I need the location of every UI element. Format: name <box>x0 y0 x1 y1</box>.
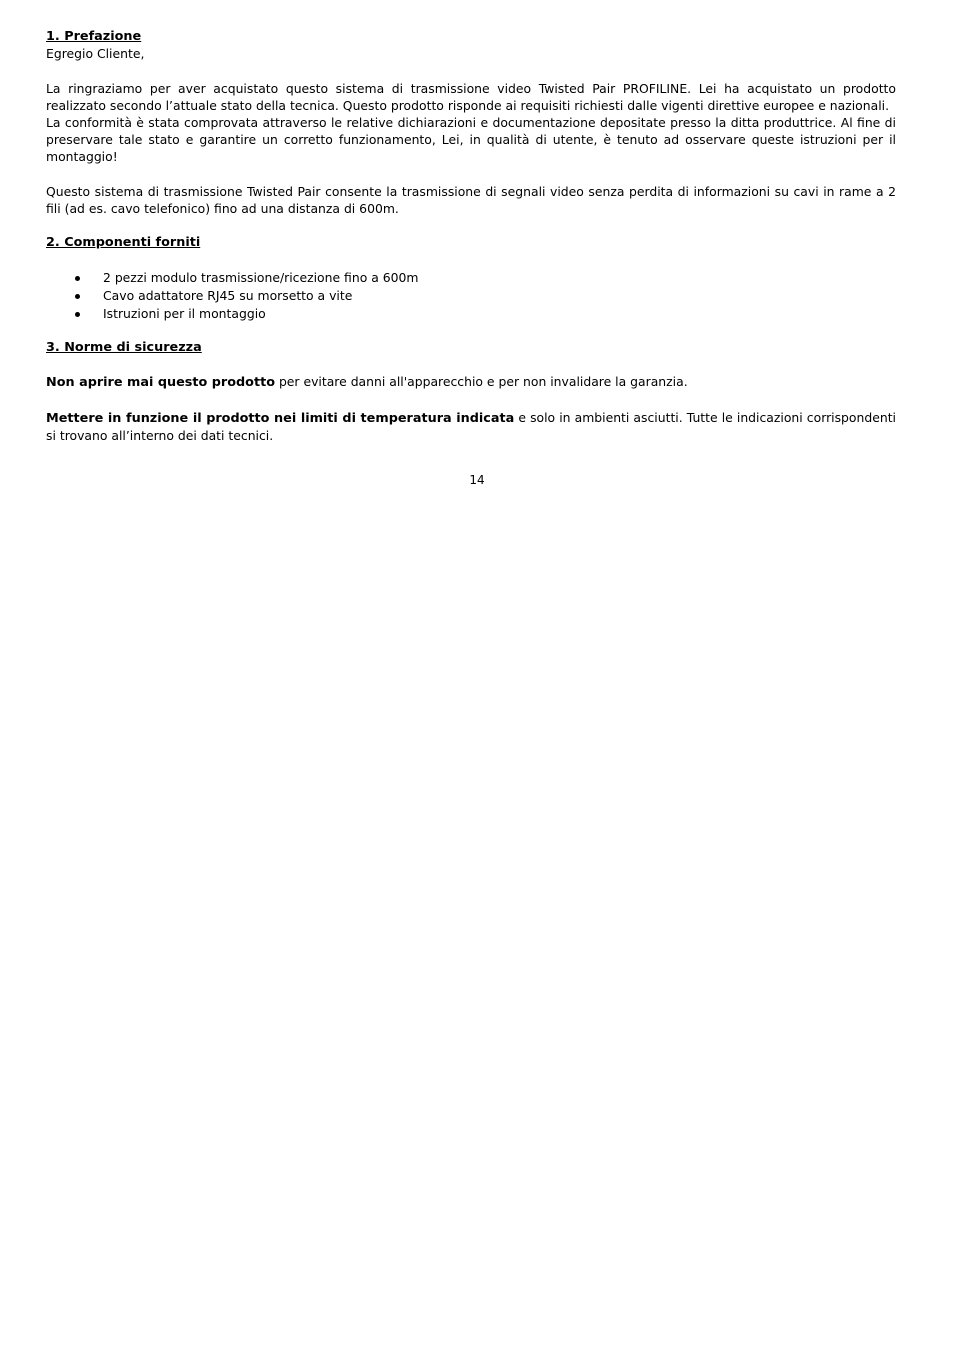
safety-note-open-text: per evitare danni all'apparecchio e per non invalidare la garanzia. <box>275 374 688 390</box>
safety-note-temperature-bold: Mettere in funzione il prodotto nei limiti di temperatura indicata <box>46 410 515 426</box>
list-item-label: Istruzioni per il montaggio <box>103 305 266 321</box>
safety-note-open-bold: Non aprire mai questo prodotto <box>46 375 275 391</box>
components-list <box>46 269 896 323</box>
list-item <box>46 305 896 323</box>
bullet-icon <box>75 312 80 317</box>
bullet-icon <box>75 294 80 299</box>
list-item-label: 2 pezzi modulo trasmissione/ricezione fino a 600m <box>103 269 419 285</box>
list-item-label: Cavo adattatore RJ45 su morsetto a vite <box>103 287 353 303</box>
paragraph-system: Questo sistema di trasmissione Twisted Pair consente la trasmissione di segnali video senza perdita di informazioni su cavi in rame a 2 fili (ad es. cavo telefonico) fino ad una distanza di 600m. <box>46 183 896 216</box>
heading-sicurezza: 3. Norme di sicurezza <box>46 339 202 355</box>
safety-note-open <box>46 373 896 391</box>
safety-note-temperature <box>46 409 896 444</box>
page-number: 14 <box>469 473 485 487</box>
greeting: Egregio Cliente, <box>46 46 145 62</box>
paragraph-conformity: La conformità è stata comprovata attraverso le relative dichiarazioni e documentazione depositate presso la ditta produttrice. Al fine di preservare tale stato e garantire un corretto funzionamento, Lei, in qualità di utente, è tenuto ad osservare queste istruzioni per il montaggio! <box>46 115 896 165</box>
document-page <box>46 28 896 444</box>
heading-prefazione: 1. Prefazione <box>46 29 142 44</box>
heading-componenti: 2. Componenti forniti <box>46 235 201 251</box>
paragraph-intro: La ringraziamo per aver acquistato questo sistema di trasmissione video Twisted Pair PROFILINE. Lei ha acquistato un prodotto realizzato secondo l’attuale stato della tecnica. Questo prodotto risponde ai requisiti richiesti dalle vigenti direttive europee e nazionali. <box>46 80 896 113</box>
bullet-icon <box>75 276 80 281</box>
list-item <box>46 269 896 287</box>
safety-note-temperature-text: e solo in ambienti asciutti. Tutte le indicazioni corrispondenti si trovano all’interno dei dati tecnici. <box>46 409 896 443</box>
list-item <box>46 287 896 305</box>
